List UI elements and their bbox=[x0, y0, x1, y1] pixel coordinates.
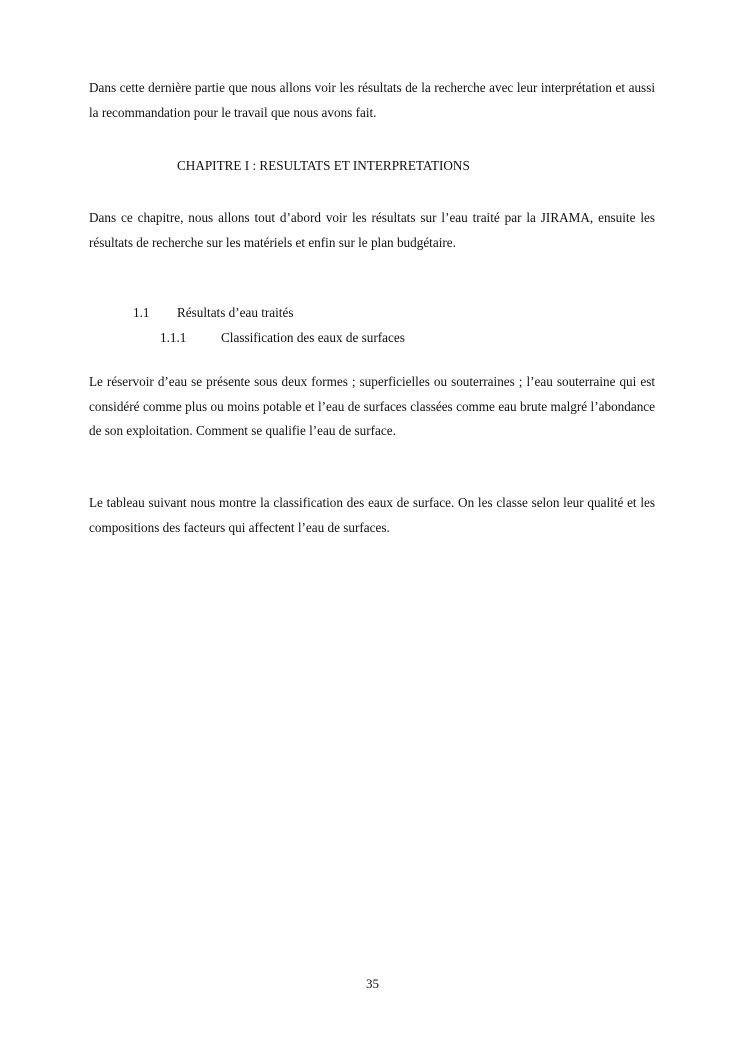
section-heading bbox=[133, 304, 433, 322]
subsection-number: 1.1.1 bbox=[160, 330, 187, 345]
intro-paragraph: Dans cette dernière partie que nous allons voir les résultats de la recherche avec leur interprétation et aussi la recommandation pour le travail que nous avons fait. bbox=[89, 80, 655, 120]
subsection-heading bbox=[160, 329, 460, 347]
section-title: Résultats d’eau traités bbox=[177, 305, 294, 320]
body-paragraph-reservoir: Le réservoir d’eau se présente sous deux formes ; superficielles ou souterraines ; l’eau souterraine qui est considéré comme plus ou moins potable et l’eau de surfaces classées comme eau brute malgré l’abondance de son exploitation. Comment se qualifie l’eau de surface. bbox=[89, 374, 655, 439]
chapter-title: CHAPITRE I : RESULTATS ET INTERPRETATIONS bbox=[177, 158, 470, 173]
chapter-intro-paragraph: Dans ce chapitre, nous allons tout d’abord voir les résultats sur l’eau traité par la JIRAMA, ensuite les résultats de recherche sur les matériels et enfin sur le plan budgétaire. bbox=[89, 210, 655, 250]
subsection-title: Classification des eaux de surfaces bbox=[221, 330, 405, 345]
section-number: 1.1 bbox=[133, 305, 150, 320]
body-paragraph-table-intro: Le tableau suivant nous montre la classification des eaux de surface. On les classe selon leur qualité et les compositions des facteurs qui affectent l’eau de surfaces. bbox=[89, 495, 655, 535]
page-number: 35 bbox=[366, 976, 379, 991]
